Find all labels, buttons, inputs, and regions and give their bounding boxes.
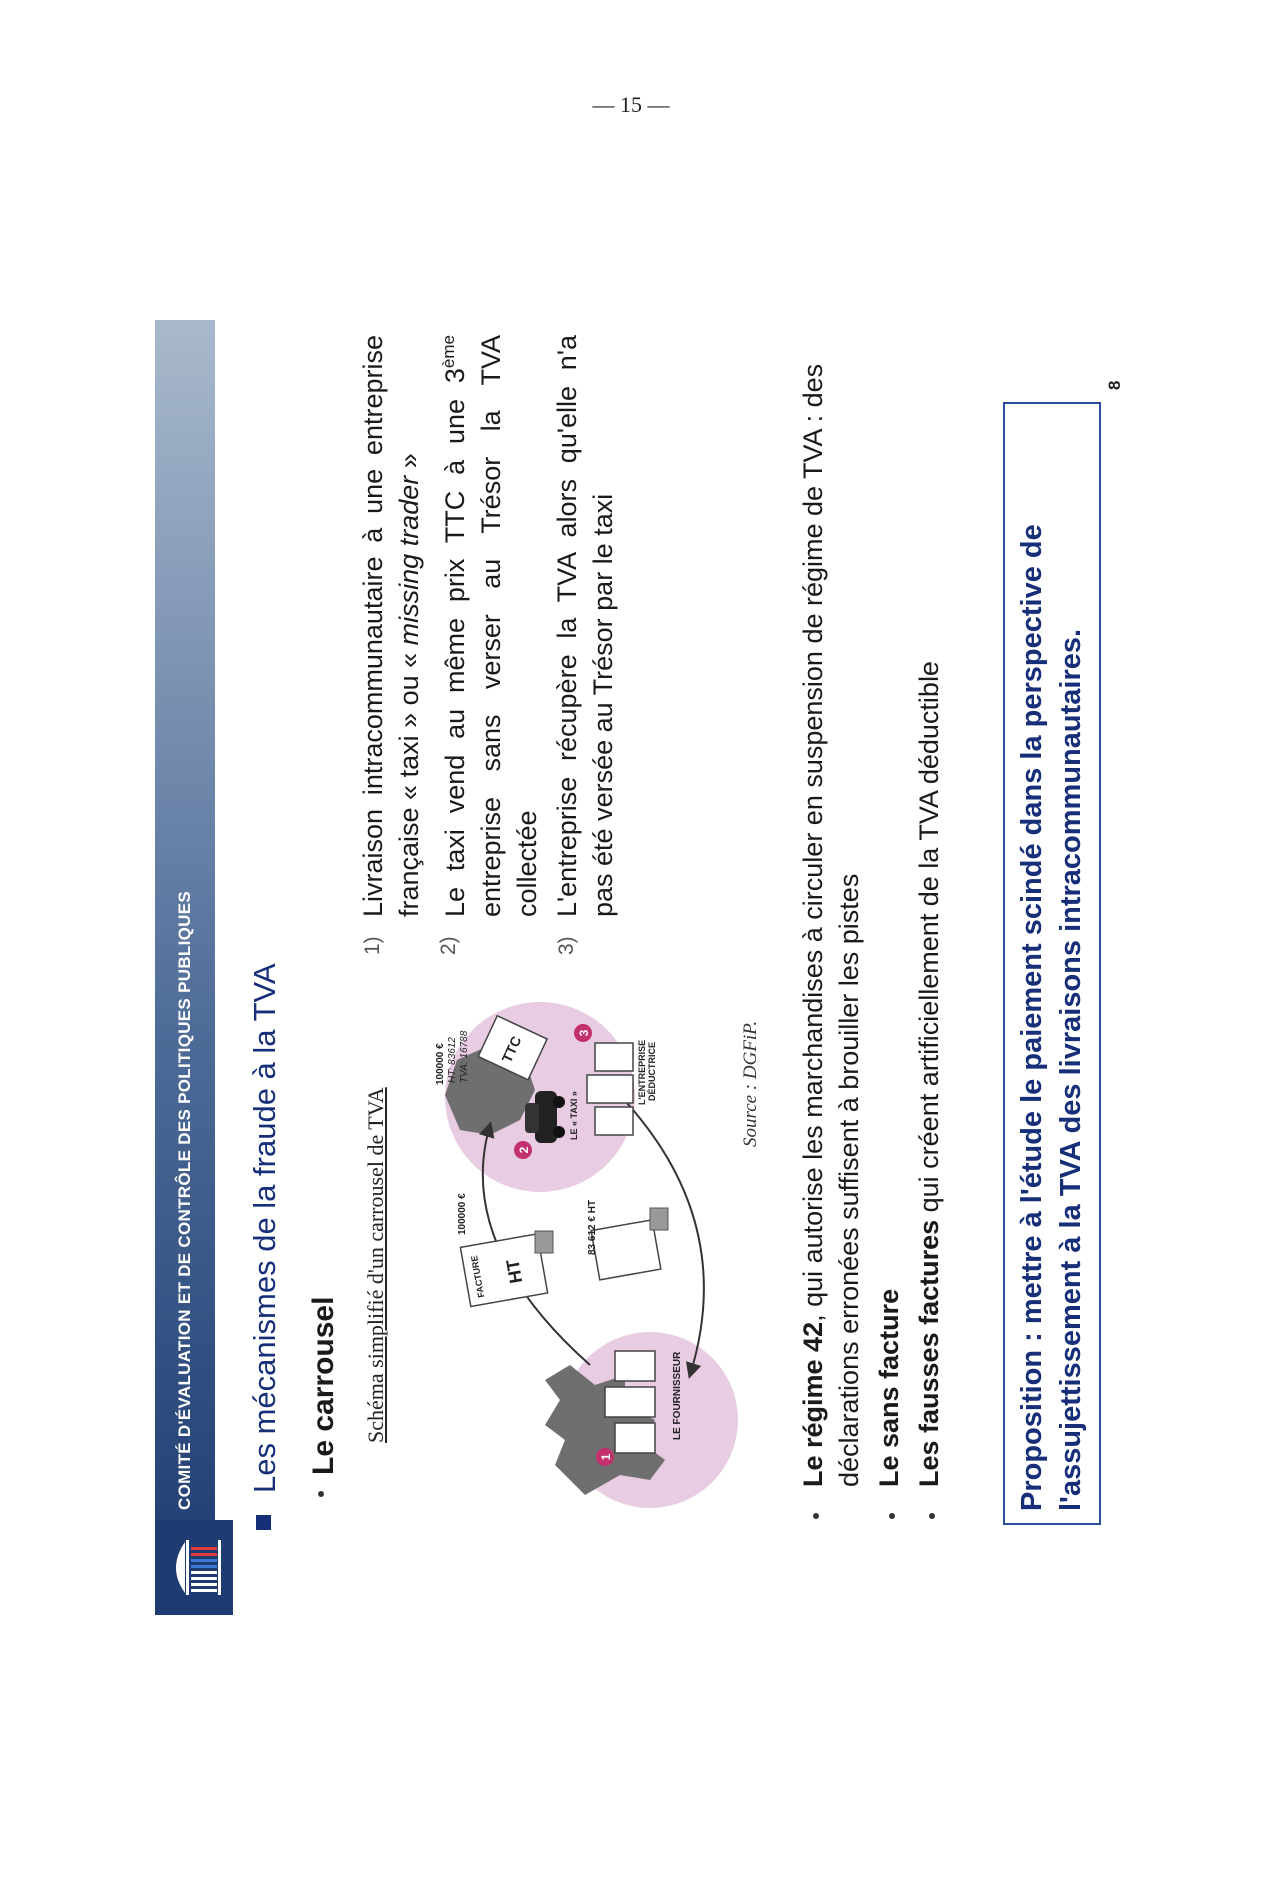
invoice-type: HT — [502, 1257, 527, 1285]
invoice1-amount: 100000 € — [457, 1193, 468, 1235]
carousel-steps — [355, 335, 625, 955]
bullet-icon — [813, 1513, 819, 1519]
diagram-source: Source : DGFiP. — [740, 1020, 761, 1147]
supplier-label: LE FOURNISSEUR — [672, 1351, 683, 1440]
page-number: — 15 — — [592, 92, 670, 117]
list-item: Le régime 42, qui autorise les marchandises à circuler en suspension de régime de TVA : des déclarations erronées suffisent à brouiller les pistes — [795, 345, 867, 1525]
bullet-icon — [889, 1513, 895, 1519]
slide — [155, 320, 1183, 1615]
slide-subtitle: Le carrousel — [307, 1297, 341, 1497]
assemblee-logo — [155, 1520, 233, 1615]
invoice-word: FACTURE — [469, 1254, 487, 1299]
bullet-icon — [318, 1491, 324, 1497]
hemicycle-logo-icon — [155, 1520, 233, 1615]
deductible-label-1: L'ENTREPRISE — [637, 1039, 647, 1105]
taxi-label: LE « TAXI » — [569, 1091, 579, 1140]
list-item: Le sans facture — [871, 345, 907, 1525]
invoice-83612-icon — [591, 1208, 668, 1280]
banner-text: COMITÉ D'ÉVALUATION ET DE CONTRÔLE DES POLITIQUES PUBLIQUES — [175, 891, 194, 1510]
fraud-mechanisms-list — [795, 345, 951, 1525]
schema-caption: Schéma simplifié d'un carrousel de TVA — [363, 1087, 388, 1443]
node-number-3: 3 — [577, 1029, 591, 1037]
ttc-tva: TVA: 16788 — [459, 1030, 470, 1083]
bullet-icon — [929, 1513, 935, 1519]
ttc-ht: HT: 83612 — [447, 1037, 458, 1083]
invoice2-amount: 83 612 € HT — [587, 1199, 598, 1255]
deductible-label-2: DÉDUCTRICE — [647, 1041, 657, 1101]
list-item: Les fausses factures qui créent artificiellement de la TVA déductible — [911, 345, 947, 1525]
ttc-label: TTC — [498, 1033, 525, 1065]
step-item: 2) Le taxi vend au même prix TTC à une 3ème entreprise sans verser au Trésor la TVA collectée — [437, 335, 542, 955]
slide-number: 8 — [1105, 380, 1124, 390]
proposal-box: Proposition : mettre à l'étude le paiement scindé dans la perspective de l'assujettissement à la TVA des livraisons intracommunautaires. — [1003, 402, 1101, 1525]
step-item: 1) Livraison intracommunautaire à une entreprise française « taxi » ou « missing trader » — [358, 335, 424, 955]
carousel-diagram — [395, 995, 740, 1515]
node-number-2: 2 — [517, 1146, 531, 1154]
banner — [155, 320, 215, 1615]
step-item: 3) L'entreprise récupère la TVA alors qu'elle n'a pas été versée au Trésor par le taxi — [552, 335, 618, 955]
node-number-1: 1 — [599, 1453, 613, 1461]
ttc-amount: 100000 € — [435, 1043, 446, 1085]
slide-title: Les mécanismes de la fraude à la TVA — [247, 963, 283, 1530]
square-bullet-icon — [256, 1515, 271, 1530]
